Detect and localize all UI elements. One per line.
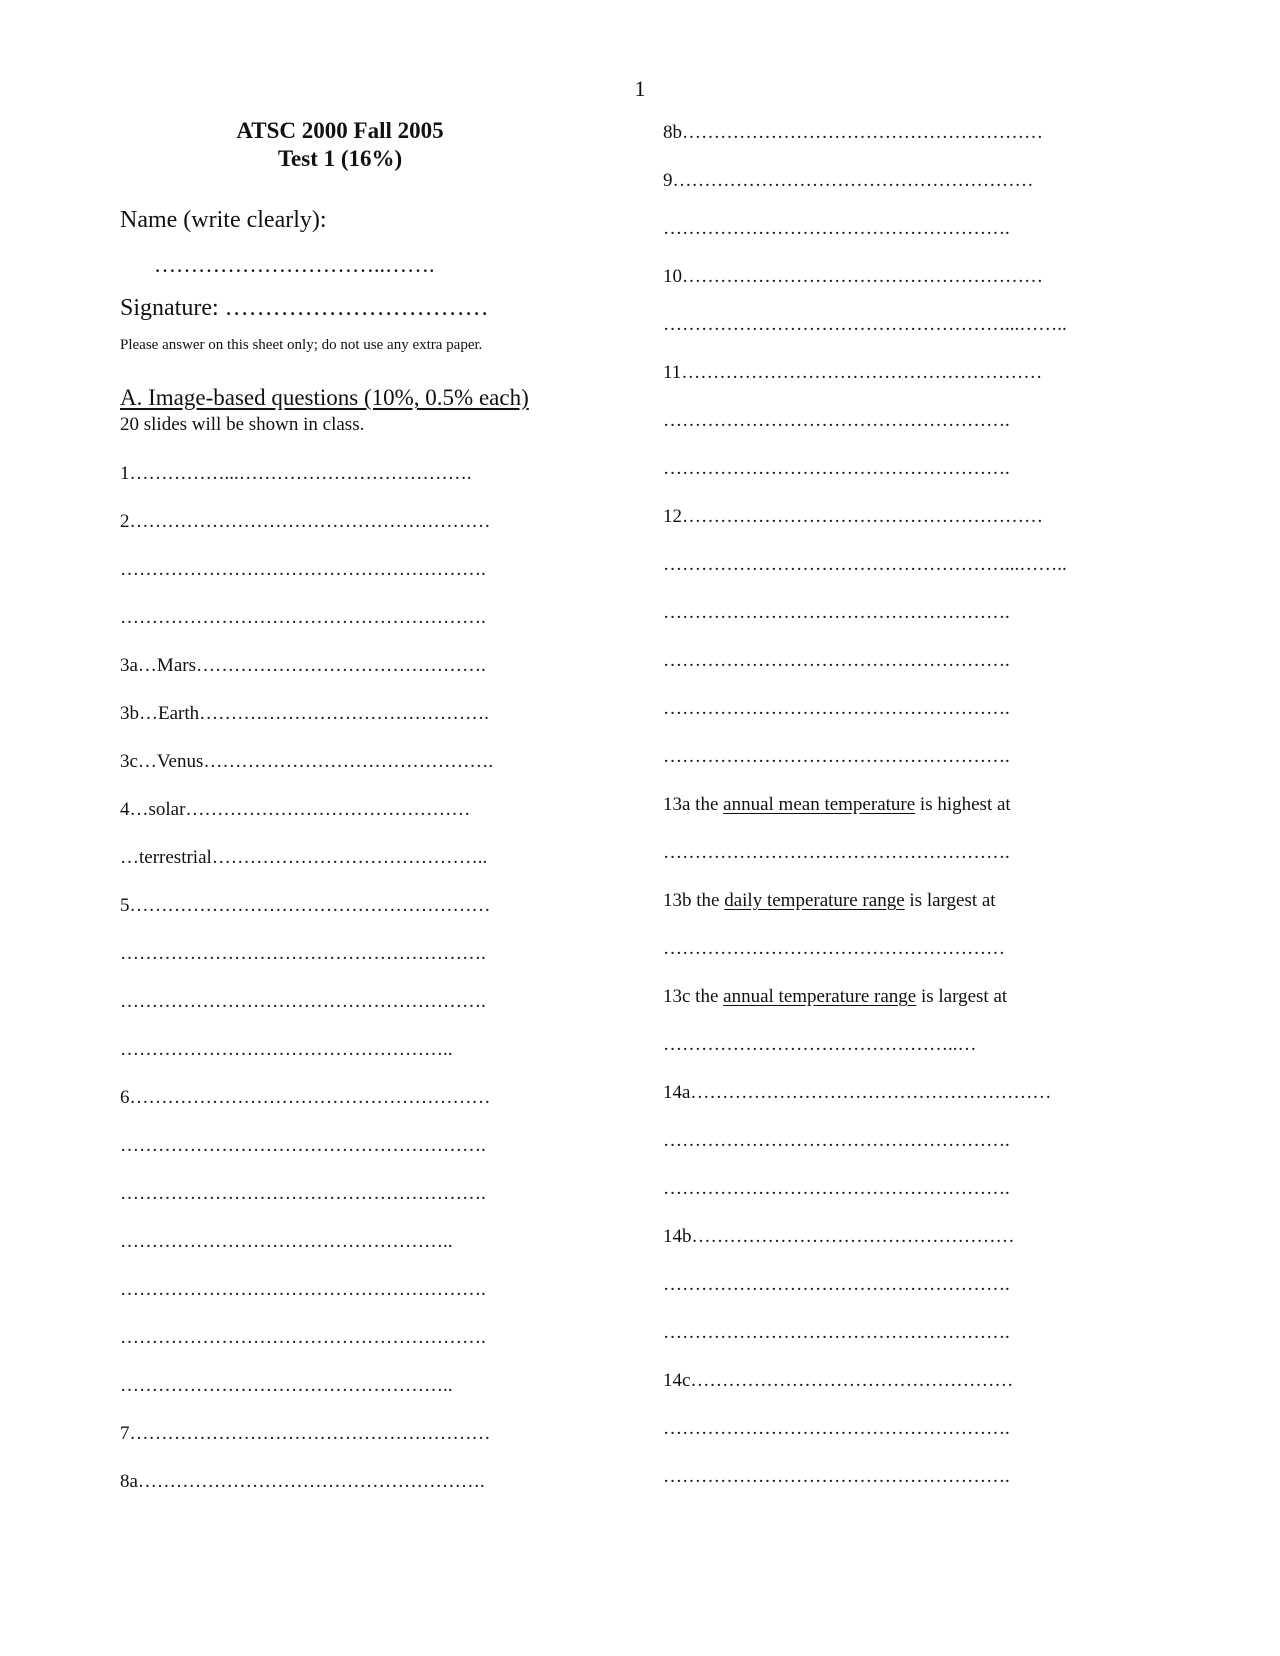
question-13a-emphasis: annual mean temperature <box>723 794 916 815</box>
answer-line[interactable]: 4…solar……………………………………… <box>120 799 471 820</box>
answer-line[interactable]: 6………………………………………………… <box>120 1087 491 1108</box>
answer-line[interactable]: 8a………………………………………………. <box>120 1471 485 1492</box>
question-13b-emphasis: daily temperature range <box>724 890 905 911</box>
question-13c <box>663 986 1007 1008</box>
answer-line[interactable]: 9………………………………………………… <box>663 170 1034 191</box>
answer-line[interactable]: ………………………………………………...…….. <box>663 554 1067 575</box>
answer-line[interactable]: ………………………………………………...…….. <box>663 314 1067 335</box>
answer-line[interactable]: 3a…Mars………………………………………. <box>120 655 486 676</box>
section-a-subtitle: 20 slides will be shown in class. <box>120 414 365 435</box>
question-13b <box>663 890 996 912</box>
answer-line[interactable]: …………………………………………………. <box>120 1183 486 1204</box>
answer-line[interactable]: …………………………………………………. <box>120 1135 486 1156</box>
answer-line[interactable]: 3c…Venus………………………………………. <box>120 751 494 772</box>
answer-line[interactable]: ………………………………………………. <box>663 1178 1010 1199</box>
answer-line[interactable]: 11………………………………………………… <box>663 362 1043 383</box>
answer-line[interactable]: ………………………………………………. <box>663 1130 1010 1151</box>
answer-line[interactable]: …………………………………………………. <box>120 1327 486 1348</box>
question-13a-prefix: 13a the <box>663 794 724 815</box>
answer-line[interactable]: …………………………………………….. <box>120 1375 453 1396</box>
answer-line[interactable]: …………………………………………………. <box>120 607 486 628</box>
answer-line[interactable]: 1……………...………………………………. <box>120 463 472 484</box>
answer-line[interactable]: ………………………………………………. <box>663 698 1010 719</box>
answer-line[interactable]: ………………………………………………. <box>663 650 1010 671</box>
answer-line[interactable]: ………………………………………………. <box>663 1322 1010 1343</box>
answer-line[interactable]: ………………………………………………. <box>663 602 1010 623</box>
answer-line[interactable]: ………………………………………………. <box>663 1274 1010 1295</box>
answer-line[interactable]: 14c…………………………………………… <box>663 1370 1014 1391</box>
name-label: Name (write clearly): <box>120 207 327 233</box>
question-13a <box>663 794 1011 816</box>
answer-line[interactable]: …terrestrial…………………………………….. <box>120 847 488 868</box>
page-number: 1 <box>634 76 646 101</box>
answer-line[interactable]: …………………………………………………. <box>120 991 486 1012</box>
question-13a-suffix: is highest at <box>915 794 1011 815</box>
answer-line[interactable]: 14a………………………………………………… <box>663 1082 1052 1103</box>
answer-line[interactable]: ………………………………………………. <box>663 1466 1010 1487</box>
question-13c-prefix: 13c the <box>663 986 724 1007</box>
answer-line[interactable]: 8b………………………………………………… <box>663 122 1043 143</box>
answer-line[interactable]: ………………………………………………. <box>663 218 1010 239</box>
answer-line[interactable]: 5………………………………………………… <box>120 895 491 916</box>
name-field[interactable]: …………………………..……. <box>154 252 435 277</box>
answer-line[interactable]: …………………………………………….. <box>120 1231 453 1252</box>
test-subtitle: Test 1 (16%) <box>277 146 403 171</box>
answer-line[interactable]: ………………………………………………. <box>663 842 1010 863</box>
question-13b-prefix: 13b the <box>663 890 725 911</box>
answer-line[interactable]: ………………………………………………. <box>663 1418 1010 1439</box>
answer-line[interactable]: …………………………………………….. <box>120 1039 453 1060</box>
answer-line[interactable]: 10………………………………………………… <box>663 266 1043 287</box>
answer-line[interactable]: ………………………………………………. <box>663 746 1010 767</box>
question-13c-emphasis: annual temperature range <box>723 986 917 1007</box>
answer-line[interactable]: ……………………………………………… <box>663 938 1005 959</box>
answer-line[interactable]: ………………………………………………. <box>663 410 1010 431</box>
answer-line[interactable]: …………………………………………………. <box>120 943 486 964</box>
signature-field[interactable]: Signature: …………………………… <box>120 295 489 321</box>
answer-line[interactable]: ………………………………………..… <box>663 1034 977 1055</box>
section-a-heading: A. Image-based questions (10%, 0.5% each) <box>120 385 529 410</box>
instruction-text: Please answer on this sheet only; do not use any extra paper. <box>120 337 483 353</box>
test-title: ATSC 2000 Fall 2005 <box>236 118 444 143</box>
answer-line[interactable]: 14b…………………………………………… <box>663 1226 1015 1247</box>
answer-line[interactable]: …………………………………………………. <box>120 559 486 580</box>
answer-line[interactable]: 12………………………………………………… <box>663 506 1043 527</box>
answer-line[interactable]: ………………………………………………. <box>663 458 1010 479</box>
answer-line[interactable]: 7………………………………………………… <box>120 1423 491 1444</box>
answer-line[interactable]: 3b…Earth………………………………………. <box>120 703 489 724</box>
question-13c-suffix: is largest at <box>916 986 1008 1007</box>
question-13b-suffix: is largest at <box>904 890 996 911</box>
answer-line[interactable]: …………………………………………………. <box>120 1279 486 1300</box>
answer-line[interactable]: 2………………………………………………… <box>120 511 491 532</box>
